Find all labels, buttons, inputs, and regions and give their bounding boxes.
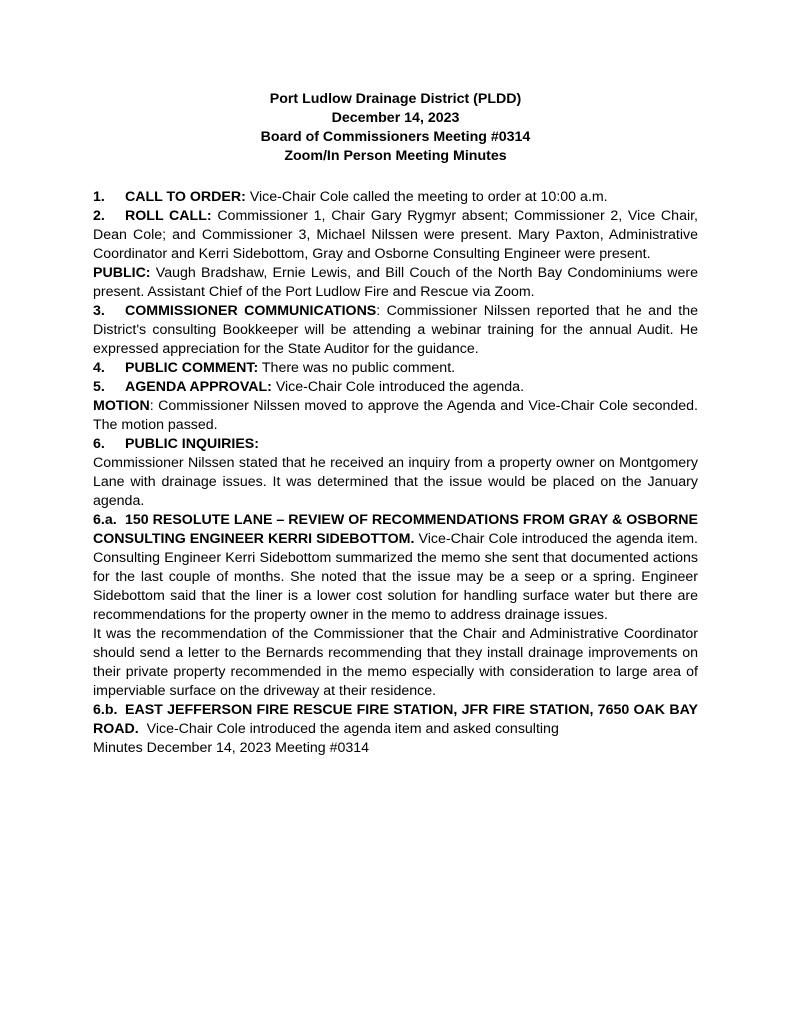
section-body: Vice-Chair Cole introduced the agenda item. Consulting Engineer Kerri Sidebottom summarized the memo she sent that documented actions for the last couple of months. She noted that the issue may be a seep or a spring. Engineer Sidebottom said that the liner is a lower cost solution for handling surface water but there are recommendations for the property owner in the memo to address drainage issues. [93,531,699,623]
section-agenda-approval [93,378,698,397]
section-heading: EAST JEFFERSON FIRE RESCUE FIRE STATION, JFR FIRE STATION, 7650 OAK BAY ROAD. [93,702,698,737]
section-body: There was no public comment. [261,360,456,376]
doc-title-line-date: December 14, 2023 [331,110,460,126]
section-body: : Commissioner Nilssen moved to approve the Agenda and Vice-Chair Cole seconded. The motion passed. [93,398,698,433]
section-heading: PUBLIC INQUIRIES: [125,436,259,452]
section-number: 6. [93,436,105,452]
section-body: : Commissioner Nilssen reported that he and the District's consulting Bookkeeper will be attending a webinar training for the annual Audit. He expressed appreciation for the State Auditor for the guidance. [93,303,698,357]
section-heading: PUBLIC: [93,265,151,281]
section-body: Vice-Chair Cole introduced the agenda item and asked consulting [142,721,559,737]
paragraph-montgomery-lane-inquiry [93,454,698,511]
section-heading: AGENDA APPROVAL: [125,379,272,395]
section-public-inquiries [93,435,698,454]
section-fire-station [93,701,698,739]
section-body: Vaugh Bradshaw, Ernie Lewis, and Bill Couch of the North Bay Condominiums were present. Assistant Chief of the Port Ludlow Fire and Rescue via Zoom. [93,265,698,300]
doc-title [93,90,698,166]
doc-title-line-type: Zoom/In Person Meeting Minutes [284,148,507,164]
section-roll-call [93,207,698,264]
paragraph-bernards-recommendation [93,625,698,701]
section-heading: COMMISSIONER COMMUNICATIONS [125,303,377,319]
section-heading: 150 RESOLUTE LANE – REVIEW OF RECOMMENDATIONS FROM GRAY & OSBORNE CONSULTING ENGINEER KERRI SIDEBOTTOM. [93,512,698,547]
section-heading: MOTION [93,398,150,414]
section-heading: PUBLIC COMMENT: [125,360,259,376]
paragraph-motion [93,397,698,435]
section-commissioner-communications [93,302,698,359]
section-number: 5. [93,379,105,395]
section-number: 3. [93,303,105,319]
section-number: 2. [93,208,105,224]
section-body: Commissioner Nilssen stated that he received an inquiry from a property owner on Montgomery Lane with drainage issues. It was determined that the issue would be placed on the January agenda. [93,455,698,509]
section-public-comment [93,359,698,378]
section-body: It was the recommendation of the Commissioner that the Chair and Administrative Coordinator should send a letter to the Bernards recommending that they install drainage improvements on their private property recommended in the memo especially with consideration to large area of imperviable surface on the driveway at their residence. [93,626,698,699]
doc-title-line-org: Port Ludlow Drainage District (PLDD) [269,91,522,107]
doc-title-line-meeting: Board of Commissioners Meeting #0314 [260,129,531,145]
section-body: Commissioner 1, Chair Gary Rygmyr absent; Commissioner 2, Vice Chair, Dean Cole; and Commissioner 3, Michael Nilssen were present. Mary Paxton, Administrative Coordinator and Kerri Sidebottom, Gray and Osborne Consulting Engineer were present. [93,208,698,262]
section-call-to-order [93,188,698,207]
section-heading: ROLL CALL: [125,208,212,224]
section-number: 6.a. [93,512,117,528]
section-body: Vice-Chair Cole introduced the agenda. [275,379,525,395]
section-number: 1. [93,189,105,205]
section-number: 6.b. [93,702,118,718]
section-number: 4. [93,360,105,376]
section-heading: CALL TO ORDER: [125,189,246,205]
paragraph-public-attendees [93,264,698,302]
section-body: Vice-Chair Cole called the meeting to order at 10:00 a.m. [249,189,608,205]
page-footer: Minutes December 14, 2023 Meeting #0314 [93,740,370,756]
section-resolute-lane [93,511,698,625]
